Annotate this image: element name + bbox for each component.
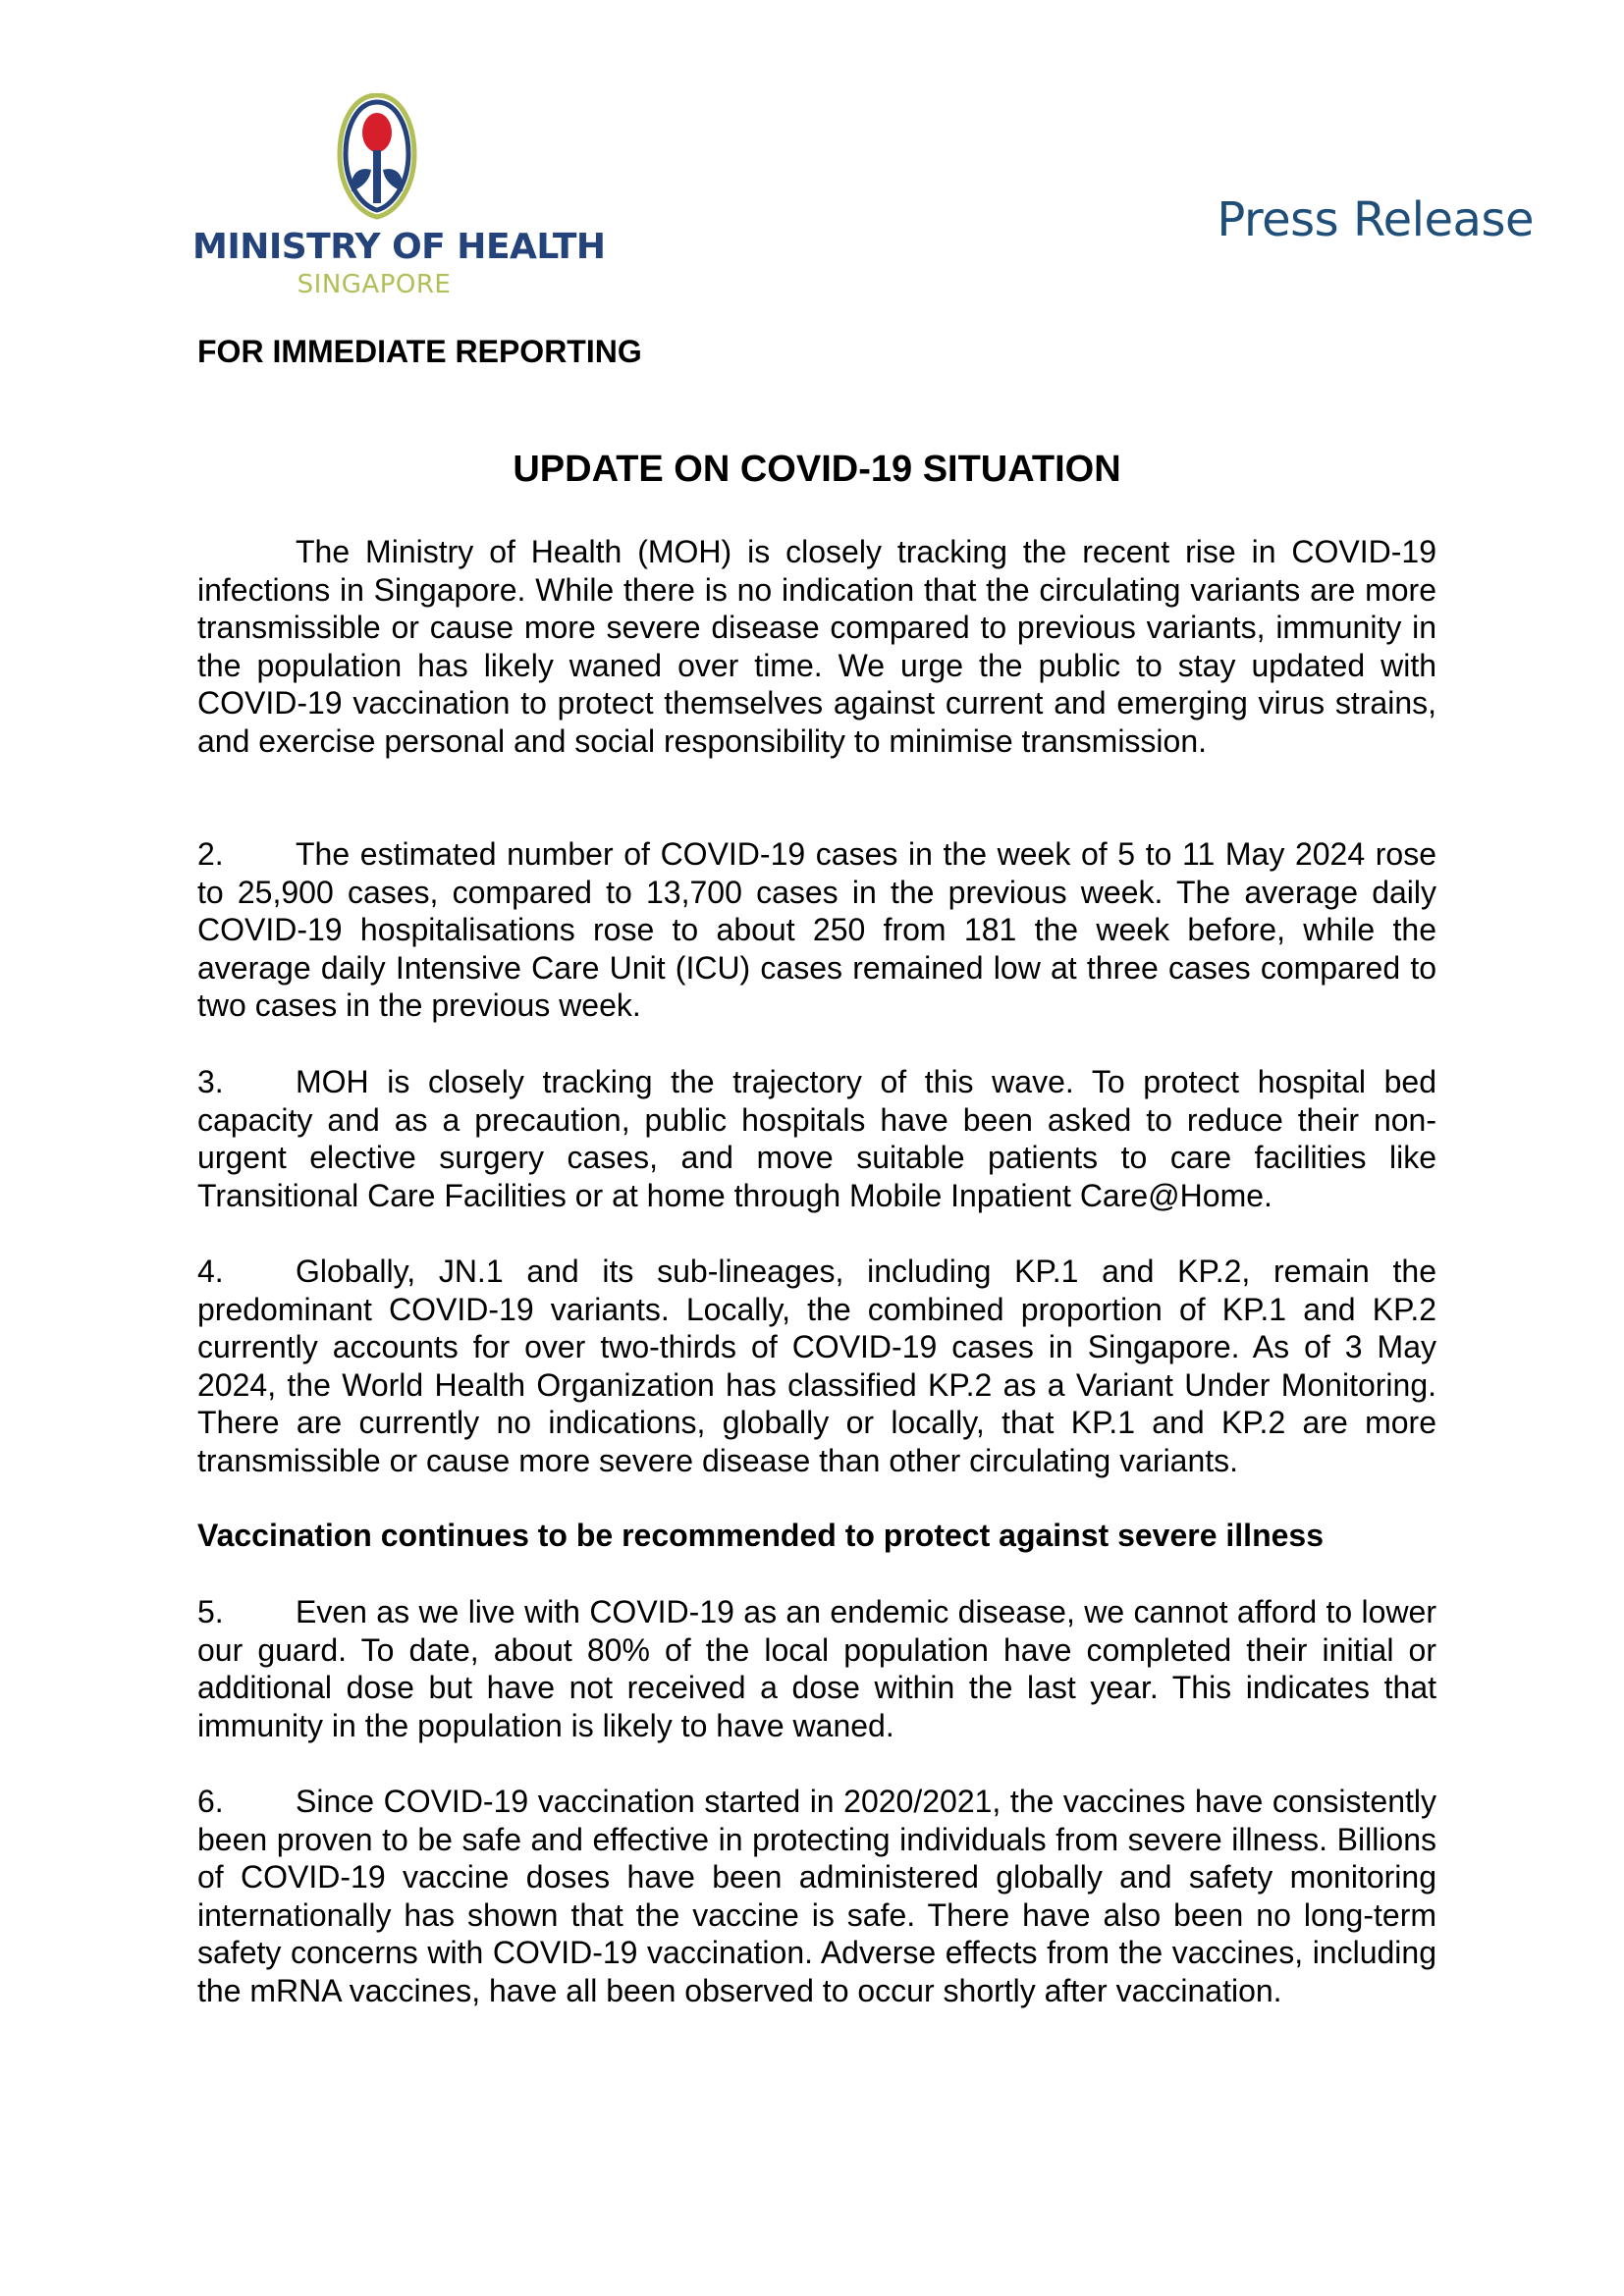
logo-ministry-text: MINISTRY OF HEALTH xyxy=(192,227,606,267)
section-subheading: Vaccination continues to be recommended to protect against severe illness xyxy=(197,1518,1324,1553)
paragraph-text: The Ministry of Health (MOH) is closely tracking the recent rise in COVID-19 infections in Singapore. While there is no indication that the circulating variants are more transmissible or cause more severe disease compared to previous variants, immunity in the population has likely waned over time. We urge the public to stay updated with COVID-19 vaccination to protect themselves against current and emerging virus strains, and exercise personal and social responsibility to minimise transmission. xyxy=(197,534,1436,759)
paragraph-2 xyxy=(197,835,1436,1025)
paragraph-text: Since COVID-19 vaccination started in 2020/2021, the vaccines have consistently been proven to be safe and effective in protecting individuals from severe illness. Billions of COVID-19 vaccine doses have been administered globally and safety monitoring internationally has shown that the vaccine is safe. There have also been no long-term safety concerns with COVID-19 vaccination. Adverse effects from the vaccines, including the mRNA vaccines, have all been observed to occur shortly after vaccination. xyxy=(197,1784,1436,2008)
paragraph-number: 5. xyxy=(197,1594,224,1629)
paragraph-text: The estimated number of COVID-19 cases in the week of 5 to 11 May 2024 rose to 25,900 cases, compared to 13,700 cases in the previous week. The average daily COVID-19 hospitalisations rose to about 250 from 181 the week before, while the average daily Intensive Care Unit (ICU) cases remained low at three cases compared to two cases in the previous week. xyxy=(197,836,1436,1024)
paragraph-text: Globally, JN.1 and its sub-lineages, including KP.1 and KP.2, remain the predominant COVID-19 variants. Locally, the combined proportion of KP.1 and KP.2 currently accounts for over two-thirds of COVID-19 cases in Singapore. As of 3 May 2024, the World Health Organization has classified KP.2 as a Variant Under Monitoring. There are currently no indications, globally or locally, that KP.1 and KP.2 are more transmissible or cause more severe disease than other circulating variants. xyxy=(197,1254,1436,1478)
paragraph-1 xyxy=(197,533,1436,761)
paragraph-number: 3. xyxy=(197,1064,224,1099)
paragraph-6 xyxy=(197,1783,1436,2010)
paragraph-3 xyxy=(197,1063,1436,1214)
paragraph-4 xyxy=(197,1253,1436,1480)
paragraph-number: 6. xyxy=(197,1784,224,1819)
paragraph-text: MOH is closely tracking the trajectory of this wave. To protect hospital bed capacity and as a precaution, public hospitals have been asked to reduce their non-urgent elective surgery cases, and move suitable patients to care facilities like Transitional Care Facilities or at home through Mobile Inpatient Care@Home. xyxy=(197,1064,1436,1213)
press-release-label: Press Release xyxy=(1217,192,1534,247)
paragraph-number: 2. xyxy=(197,836,224,872)
reporting-label: FOR IMMEDIATE REPORTING xyxy=(197,334,642,369)
moh-emblem-icon xyxy=(330,93,424,221)
paragraph-text: Even as we live with COVID-19 as an endemic disease, we cannot afford to lower our guard. To date, about 80% of the local population have completed their initial or additional dose but have not received a dose within the last year. This indicates that immunity in the population is likely to have waned. xyxy=(197,1594,1436,1743)
paragraph-5 xyxy=(197,1593,1436,1744)
document-title: UPDATE ON COVID-19 SITUATION xyxy=(513,449,1121,490)
logo-country-text: SINGAPORE xyxy=(297,270,452,299)
paragraph-number: 4. xyxy=(197,1254,224,1289)
moh-logo xyxy=(192,93,606,309)
